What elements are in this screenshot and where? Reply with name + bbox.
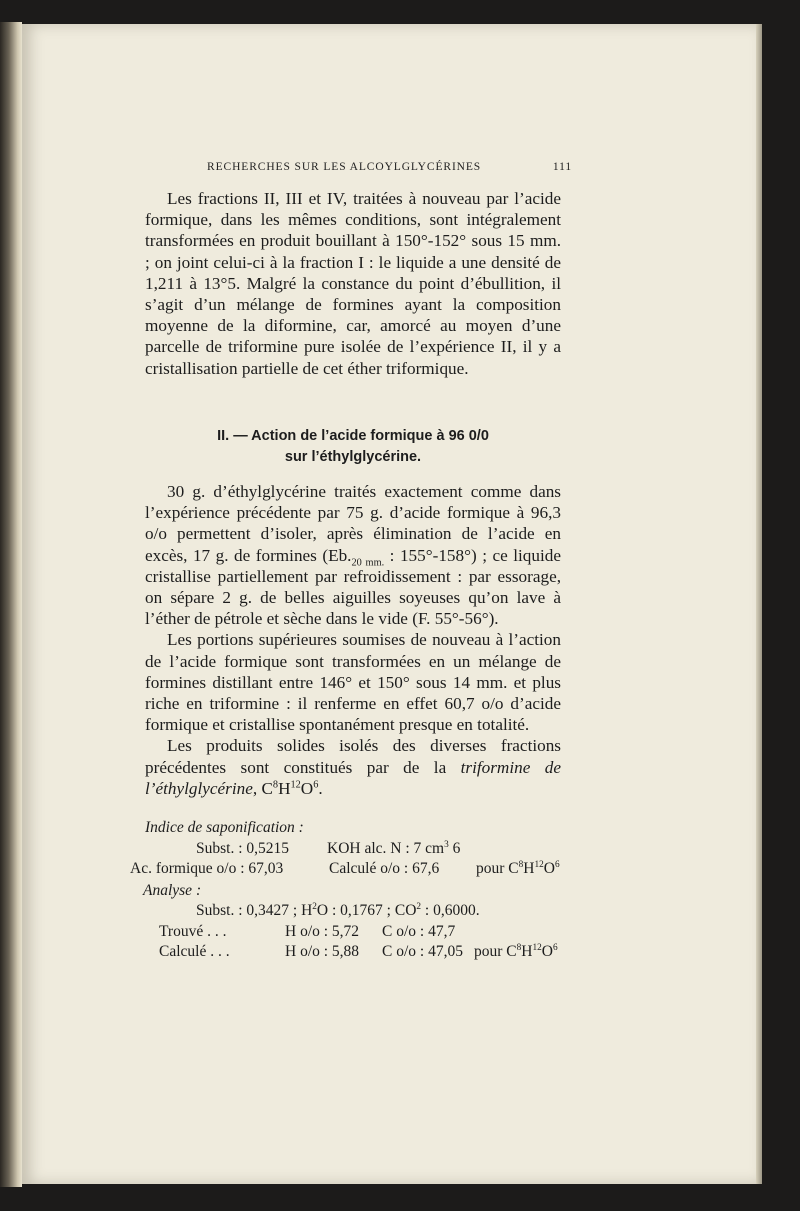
- book-spine-shadow: [0, 22, 22, 1187]
- paragraph-portions: Les portions supérieures soumises de nouveau à l’action de l’acide formique sont transformées en un mélange de formines distillant entre 146° et 150° sous 14 mm. et plus riche en triformine : il renferme en effet 60,7 o/o d’acide formique et cristallise spontanément presque en totalité.: [145, 630, 561, 735]
- page-edge: [756, 24, 762, 1184]
- running-title: RECHERCHES SUR LES ALCOYLGLYCÉRINES: [207, 161, 482, 173]
- pressure-subscript: 20 mm.: [351, 557, 385, 569]
- paragraph-fractions: [145, 188, 561, 379]
- saponification-koh: KOH alc. N : 7 $cm^3$ 6: [327, 839, 461, 857]
- paragraph-text-b: : 155°-158°) ; ce liquide cristallise partiellement par refroidissement : par essorage, on sépare 2 g. de belles aiguilles soyeuses qu’on lave à l’éther de pétrole et sèche dans le vide (F. 55°-56°).: [145, 545, 561, 629]
- analyse-label: Analyse :: [143, 882, 202, 899]
- saponification-formula: pour $C^8H^{12}O^6$: [476, 859, 560, 877]
- section-heading-line2: sur l’éthylglycérine.: [284, 449, 422, 465]
- paragraph-text: [145, 481, 561, 629]
- section-heading-line1: II. — Action de l’acide formique à 96 0/0: [217, 428, 489, 444]
- saponification-subst: Subst. : 0,5215: [196, 840, 290, 857]
- paragraph-products: Les produits solides isolés des diverses fractions précédentes sont constitués par de la triformine de l’éthylglycérine, $C^8H^{12}O^6$.: [145, 736, 561, 798]
- analyse-trouve-c: C o/o : 47,7: [382, 923, 456, 940]
- section-heading: [145, 426, 561, 468]
- saponification-calcule: Calculé o/o : 67,6: [329, 860, 440, 877]
- analyse-calcule-formula: pour $C^8H^{12}O^6$: [474, 942, 558, 960]
- analyse-subst: Subst. : 0,3427 ; $H^2O$ : 0,1767 ; $CO^2$ : 0,6000.: [196, 901, 480, 919]
- analyse-calcule-h: H o/o : 5,88: [285, 943, 360, 960]
- analyse-calcule-c: C o/o : 47,05: [382, 943, 463, 960]
- triformine-italic: triformine de l’éthylglycérine: [145, 757, 561, 798]
- page-number: 111: [552, 161, 572, 173]
- running-header: [207, 161, 572, 173]
- paragraph-text: Les fractions II, III et IV, traitées à nouveau par l’acide formique, dans les mêmes conditions, sont intégralement transformées en produit bouillant à 150°-152° sous 15 mm. ; on joint celui-ci à la fraction I : le liquide a une densité de 1,211 à 13°5. Malgré la constance du point d’ébullition, il s’agit d’un mélange de formines ayant la composition moyenne de la diformine, car, amorcé au moyen d’une parcelle de triformine pure isolée de l’expérience II, il y a cristallisation partielle de cet éther triformique.: [145, 189, 561, 378]
- saponification-label: Indice de saponification :: [145, 819, 304, 836]
- paragraph-text-a: 30 g. d’éthylglycérine traités exactement comme dans l’expérience précédente par 75 g. d’acide formique à 96,3 o/o permettent d’isoler, après élimination de l’acide en excès, 17 g. de formines (Eb.: [145, 482, 561, 565]
- analyse-calcule-label: Calculé . . .: [159, 943, 230, 960]
- paragraph-experiment: [145, 481, 561, 799]
- analyse-trouve-h: H o/o : 5,72: [285, 923, 360, 940]
- saponification-formic: Ac. formique o/o : 67,03: [130, 860, 284, 877]
- analyse-trouve-label: Trouvé . . .: [159, 923, 227, 940]
